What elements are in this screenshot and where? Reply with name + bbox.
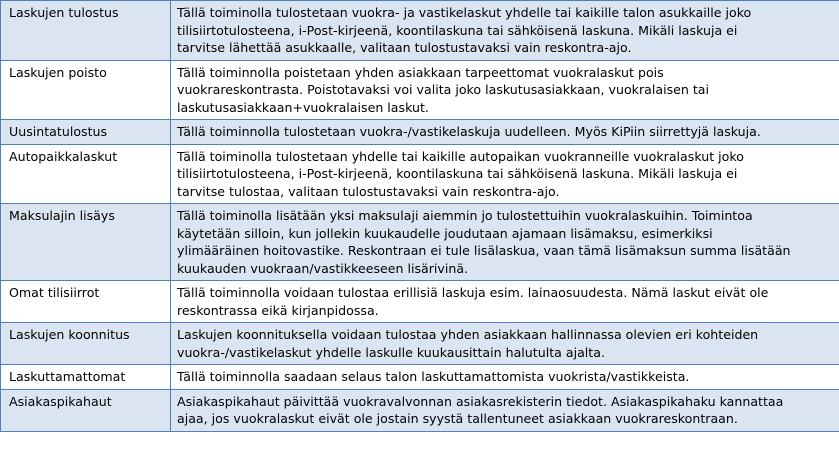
description-line: vuokra-/vastikelaskut yhdelle laskulle kuukausittain halutulta ajalta. <box>177 344 605 360</box>
description-line: Tällä toiminolla tulostetaan vuokra- ja vastikelaskut yhdelle tai kaikille talon asukkaille joko <box>177 5 752 20</box>
term-cell: Laskuttamattomat <box>1 365 171 390</box>
term-cell: Maksulajin lisäys <box>1 204 171 281</box>
table-body <box>1 1 839 432</box>
table-row-asiakaspikahaut <box>1 389 839 431</box>
description-line: tilisiirtotulosteena, i-Post-kirjeenä, koontilaskuna tai sähköisenä laskuna. Mikäli laskuja ei <box>177 166 738 181</box>
table-row-autopaikkalaskut <box>1 144 839 204</box>
description-line: tilisiirtotulosteena, i-Post-kirjeenä, koontilaskuna tai sähköisenä laskuna. Mikäli laskuja ei <box>177 22 738 38</box>
description-line: käytetään silloin, kun jollekin kuukaudelle joudutaan ajamaan lisämaksu, esimerkiksi <box>177 225 713 241</box>
description-line: Asiakaspikahaut päivittää vuokravalvonnan asiakasrekisterin tiedot. Asiakaspikahaku kannattaa <box>177 393 784 409</box>
table-row-laskujen-tulostus <box>1 1 839 61</box>
table-row-uusintatulostus <box>1 120 839 145</box>
description-cell <box>171 120 839 145</box>
description-cell <box>171 281 839 323</box>
description-line: Tällä toiminnolla voidaan tulostaa erillisiä laskuja esim. lainaosuudesta. Nämä laskut eivät ole <box>177 285 769 300</box>
description-cell <box>171 365 839 390</box>
description-line: Tällä toiminolla tulostetaan yhdelle tai kaikille autopaikan vuokranneille vuokralaskut joko <box>177 148 744 164</box>
description-line: Laskujen koonnituksella voidaan tulostaa yhden asiakkaan hallinnassa olevien eri kohteiden <box>177 327 759 342</box>
description-cell <box>171 389 839 431</box>
description-cell <box>171 204 839 281</box>
description-line: reskontrassa eikä kirjanpidossa. <box>177 302 379 318</box>
description-line: ylimääräinen hoitovastike. Reskontraan ei tule lisälaskua, vaan tämä lisämaksun summa lisätään <box>177 243 791 258</box>
term-cell: Autopaikkalaskut <box>1 144 171 204</box>
description-line: Tällä toiminnolla saadaan selaus talon laskuttamattomista vuokrista/vastikkeista. <box>177 369 690 384</box>
description-line: tarvitse lähettää asukkaalle, valitaan tulostustavaksi vain reskontra-ajo. <box>177 40 632 55</box>
table-row-laskujen-koonnitus <box>1 323 839 365</box>
description-line: kuukauden vuokraan/vastikkeeseen lisärivinä. <box>177 260 469 276</box>
description-cell <box>171 144 839 204</box>
description-cell <box>171 60 839 120</box>
description-line: laskutusasiakkaan+vuokralaisen laskut. <box>177 99 429 115</box>
table-row-maksulajin-lisays <box>1 204 839 281</box>
table-row-laskuttamattomat <box>1 365 839 390</box>
description-cell <box>171 323 839 365</box>
term-cell: Laskujen poisto <box>1 60 171 120</box>
description-line: Tällä toiminnolla tulostetaan vuokra-/vastikelaskuja uudelleen. Myös KiPiin siirrettyjä laskuja. <box>177 124 761 139</box>
description-line: Tällä toiminolla lisätään yksi maksulaji aiemmin jo tulostettuihin vuokralaskuihin. Toimintoa <box>177 208 753 223</box>
description-cell <box>171 1 839 61</box>
term-cell: Laskujen tulostus <box>1 1 171 61</box>
description-line: ajaa, jos vuokralaskut eivät ole jostain syystä tallentuneet asiakkaan vuokrareskontraan. <box>177 411 738 426</box>
term-cell: Asiakaspikahaut <box>1 389 171 431</box>
description-line: vuokrareskontrasta. Poistotavaksi voi valita joko laskutusasiakkaan, vuokralaisen tai <box>177 82 710 97</box>
term-cell: Uusintatulostus <box>1 120 171 145</box>
description-line: Tällä toiminnolla poistetaan yhden asiakkaan tarpeettomat vuokralaskut pois <box>177 64 664 80</box>
term-cell: Laskujen koonnitus <box>1 323 171 365</box>
term-cell: Omat tilisiirrot <box>1 281 171 323</box>
table-row-omat-tilisiirrot <box>1 281 839 323</box>
table-row-laskujen-poisto <box>1 60 839 120</box>
description-line: tarvitse tulostaa, valitaan tulostustavaksi vain reskontra-ajo. <box>177 183 560 199</box>
